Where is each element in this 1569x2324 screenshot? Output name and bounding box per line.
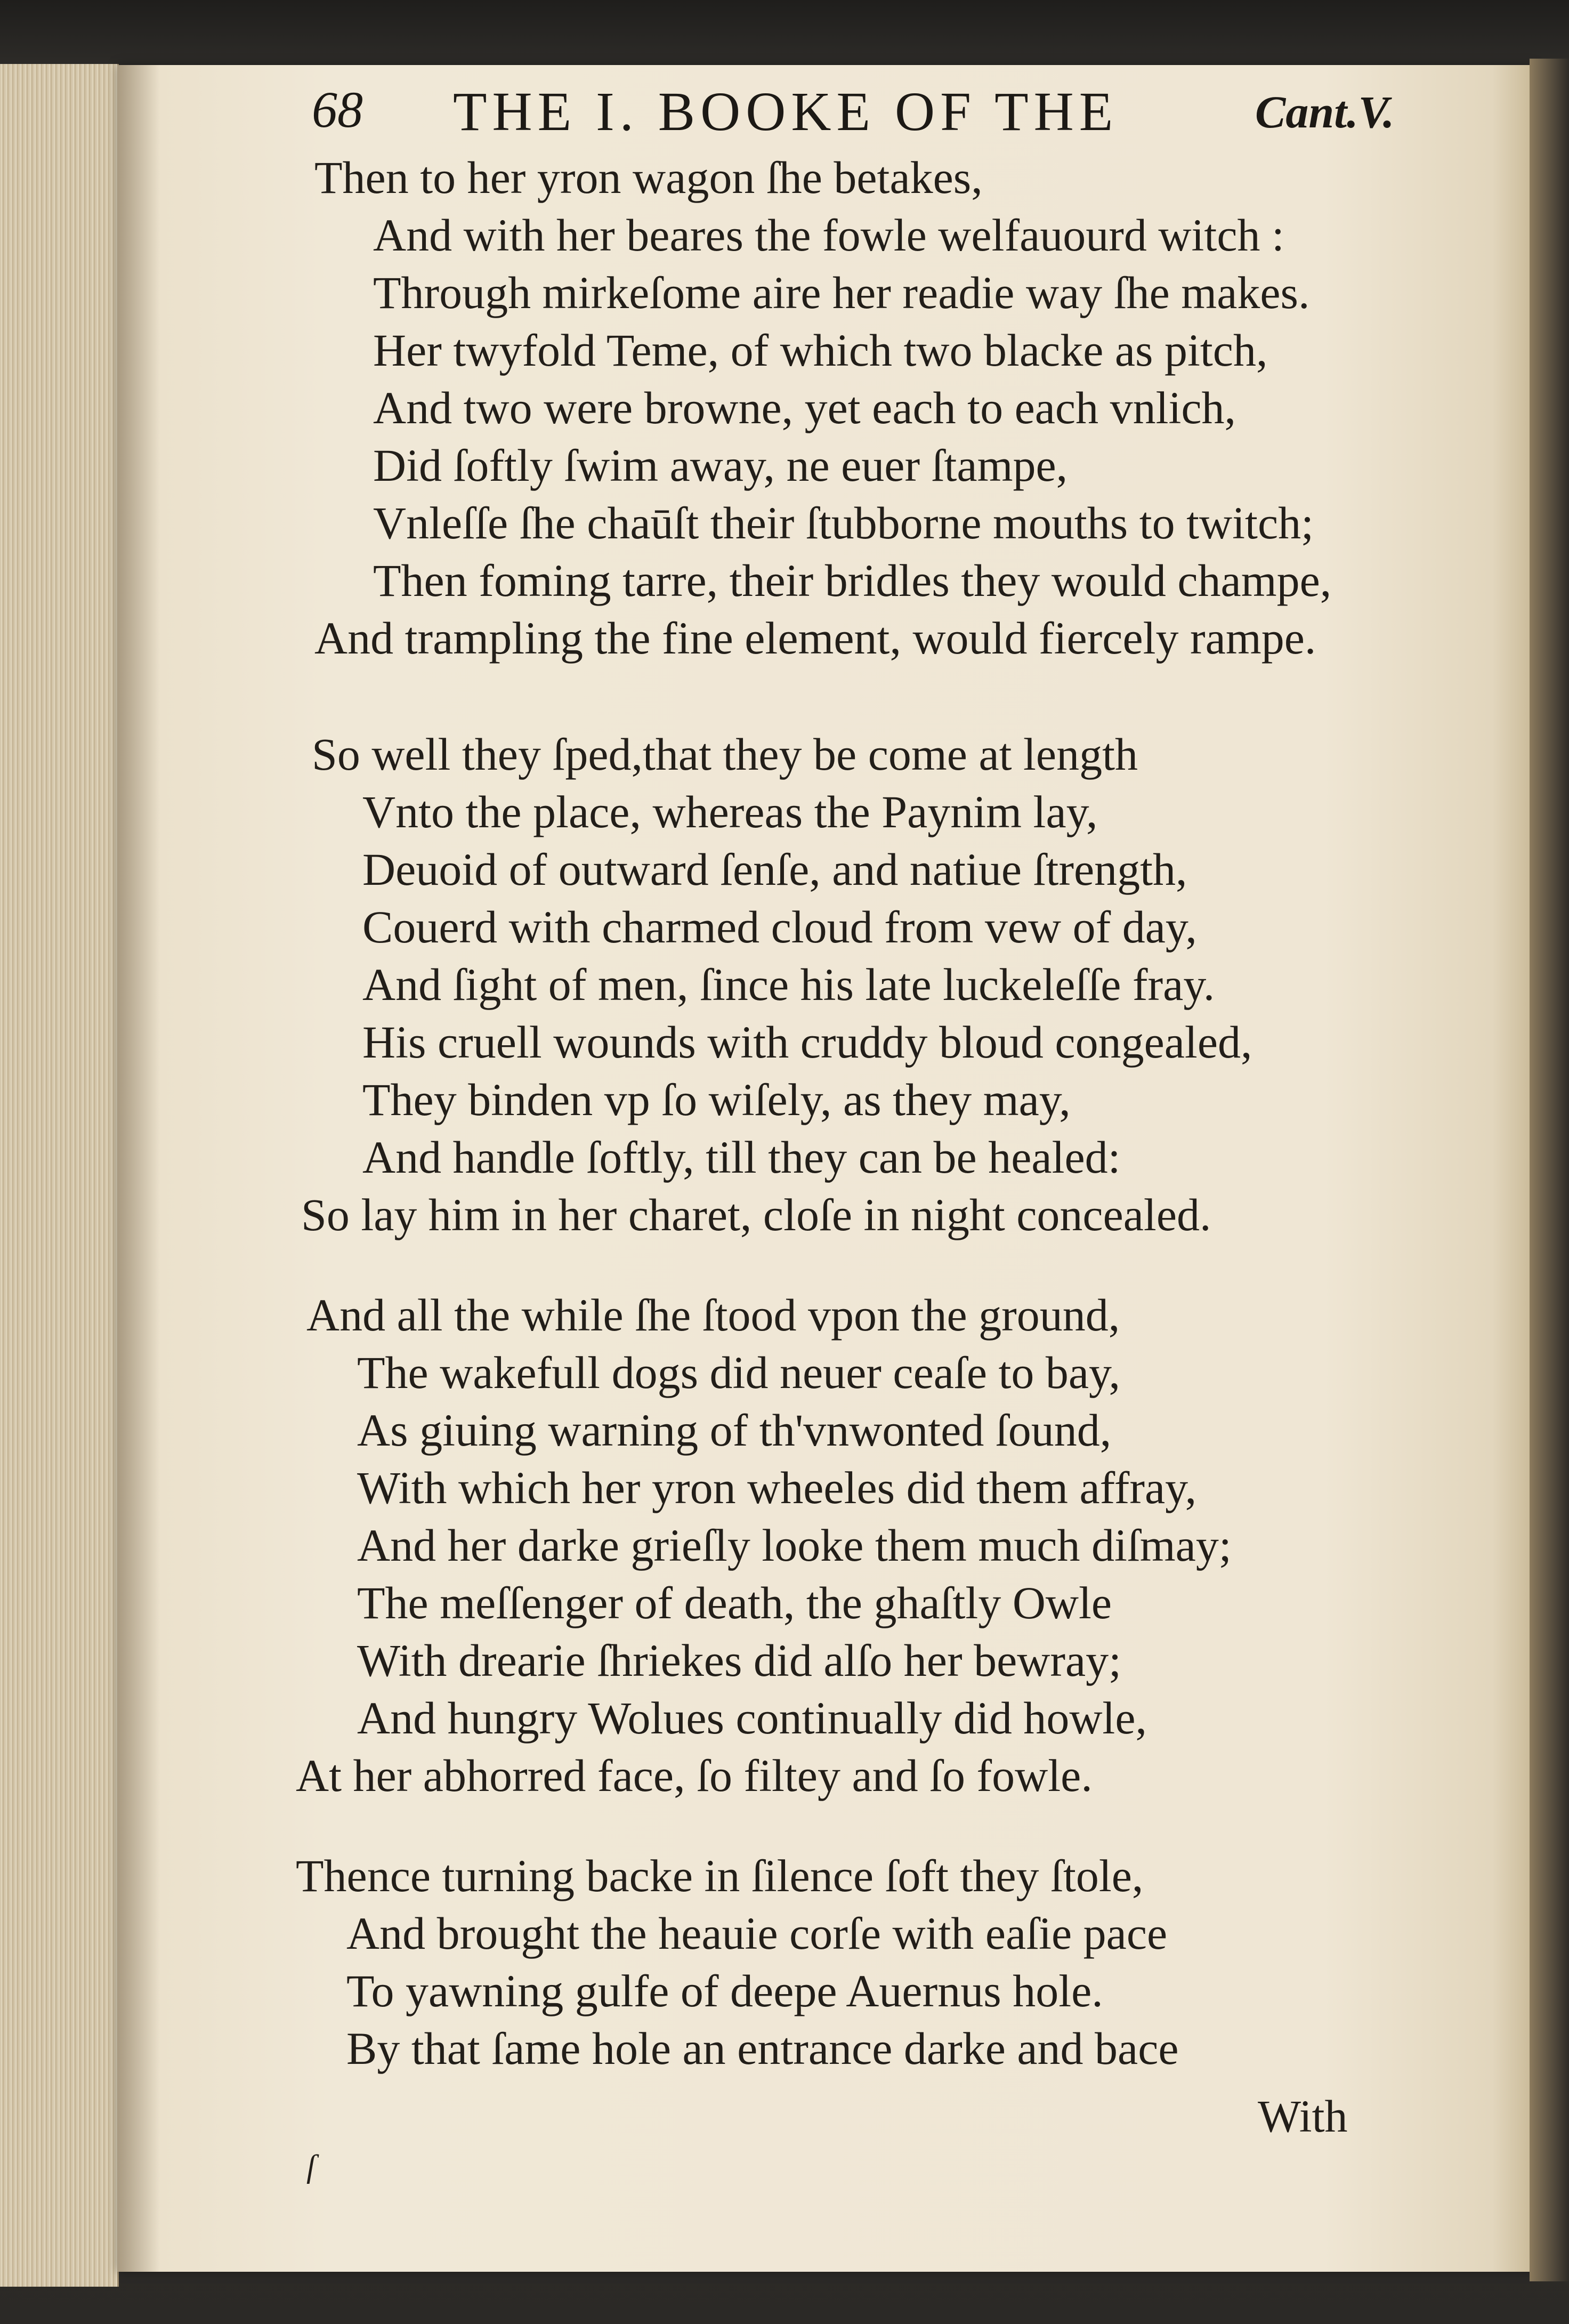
book-cover-edge: [1530, 59, 1569, 2281]
verse-line: And trampling the fine element, would fiercely rampe.: [314, 612, 1316, 664]
verse-line: Then to her yron wagon ſhe betakes,: [314, 152, 983, 203]
verse-line: Her twyfold Teme, of which two blacke as pitch,: [373, 325, 1268, 376]
verse-line: And her darke grieſly looke them much diſmay;: [357, 1520, 1232, 1571]
verse-line: The meſſenger of death, the ghaſtly Owle: [357, 1577, 1112, 1628]
verse-line: With drearie ſhriekes did alſo her bewray;: [357, 1635, 1122, 1686]
verse-line: Couerd with charmed cloud from vew of day,: [362, 901, 1197, 953]
verse-line: With which her yron wheeles did them affray,: [357, 1462, 1197, 1513]
verse-line: So well they ſped,that they be come at length: [312, 729, 1138, 780]
verse-line: And with her beares the fowle welfauourd witch :: [373, 209, 1284, 261]
verse-line: The wakefull dogs did neuer ceaſe to bay,: [357, 1347, 1120, 1398]
verse-line: Through mirkeſome aire her readie way ſhe makes.: [373, 267, 1310, 318]
verse-line: And brought the heauie corſe with eaſie pace: [346, 1908, 1168, 1959]
verse-line: To yawning gulfe of deepe Auernus hole.: [346, 1965, 1103, 2016]
verse-line: And two were browne, yet each to each vnlich,: [373, 382, 1236, 433]
verse-line: At her abhorred face, ſo filtey and ſo fowle.: [296, 1750, 1093, 1801]
signature-mark: ſ: [306, 2149, 316, 2184]
verse-line: As giuing warning of th'vnwonted ſound,: [357, 1405, 1112, 1456]
verse-line: Vnto the place, whereas the Paynim lay,: [362, 786, 1098, 837]
running-head: [0, 80, 1569, 160]
catchword: With: [1258, 2091, 1348, 2142]
running-title: THE I. BOOKE OF THE: [453, 81, 1119, 142]
verse-line: So lay him in her charet, cloſe in night concealed.: [301, 1189, 1211, 1240]
verse-line: And hungry Wolues continually did howle,: [357, 1692, 1147, 1744]
canto-reference: Cant.V.: [1255, 86, 1395, 138]
verse-line: Then foming tarre, their bridles they would champe,: [373, 555, 1332, 606]
verse-line: Did ſoftly ſwim away, ne euer ſtampe,: [373, 440, 1068, 491]
verse-line: His cruell wounds with cruddy bloud congealed,: [362, 1016, 1252, 1068]
verse-line: They binden vp ſo wiſely, as they may,: [362, 1074, 1071, 1125]
verse-line: And all the while ſhe ſtood vpon the ground,: [306, 1289, 1120, 1341]
book-page-edges: [0, 64, 119, 2287]
verse-line: Thence turning backe in ſilence ſoft they ſtole,: [296, 1850, 1144, 1901]
verse-line: By that ſame hole an entrance darke and bace: [346, 2023, 1179, 2074]
verse-line: Deuoid of outward ſenſe, and natiue ſtrength,: [362, 844, 1187, 895]
verse-line: And ſight of men, ſince his late luckeleſſe fray.: [362, 959, 1215, 1010]
verse-line: Vnleſſe ſhe chaūſt their ſtubborne mouths to twitch;: [373, 497, 1314, 548]
verse-line: And handle ſoftly, till they can be healed:: [362, 1132, 1121, 1183]
page-number: 68: [312, 81, 363, 138]
spine-shadow: [117, 65, 160, 2272]
